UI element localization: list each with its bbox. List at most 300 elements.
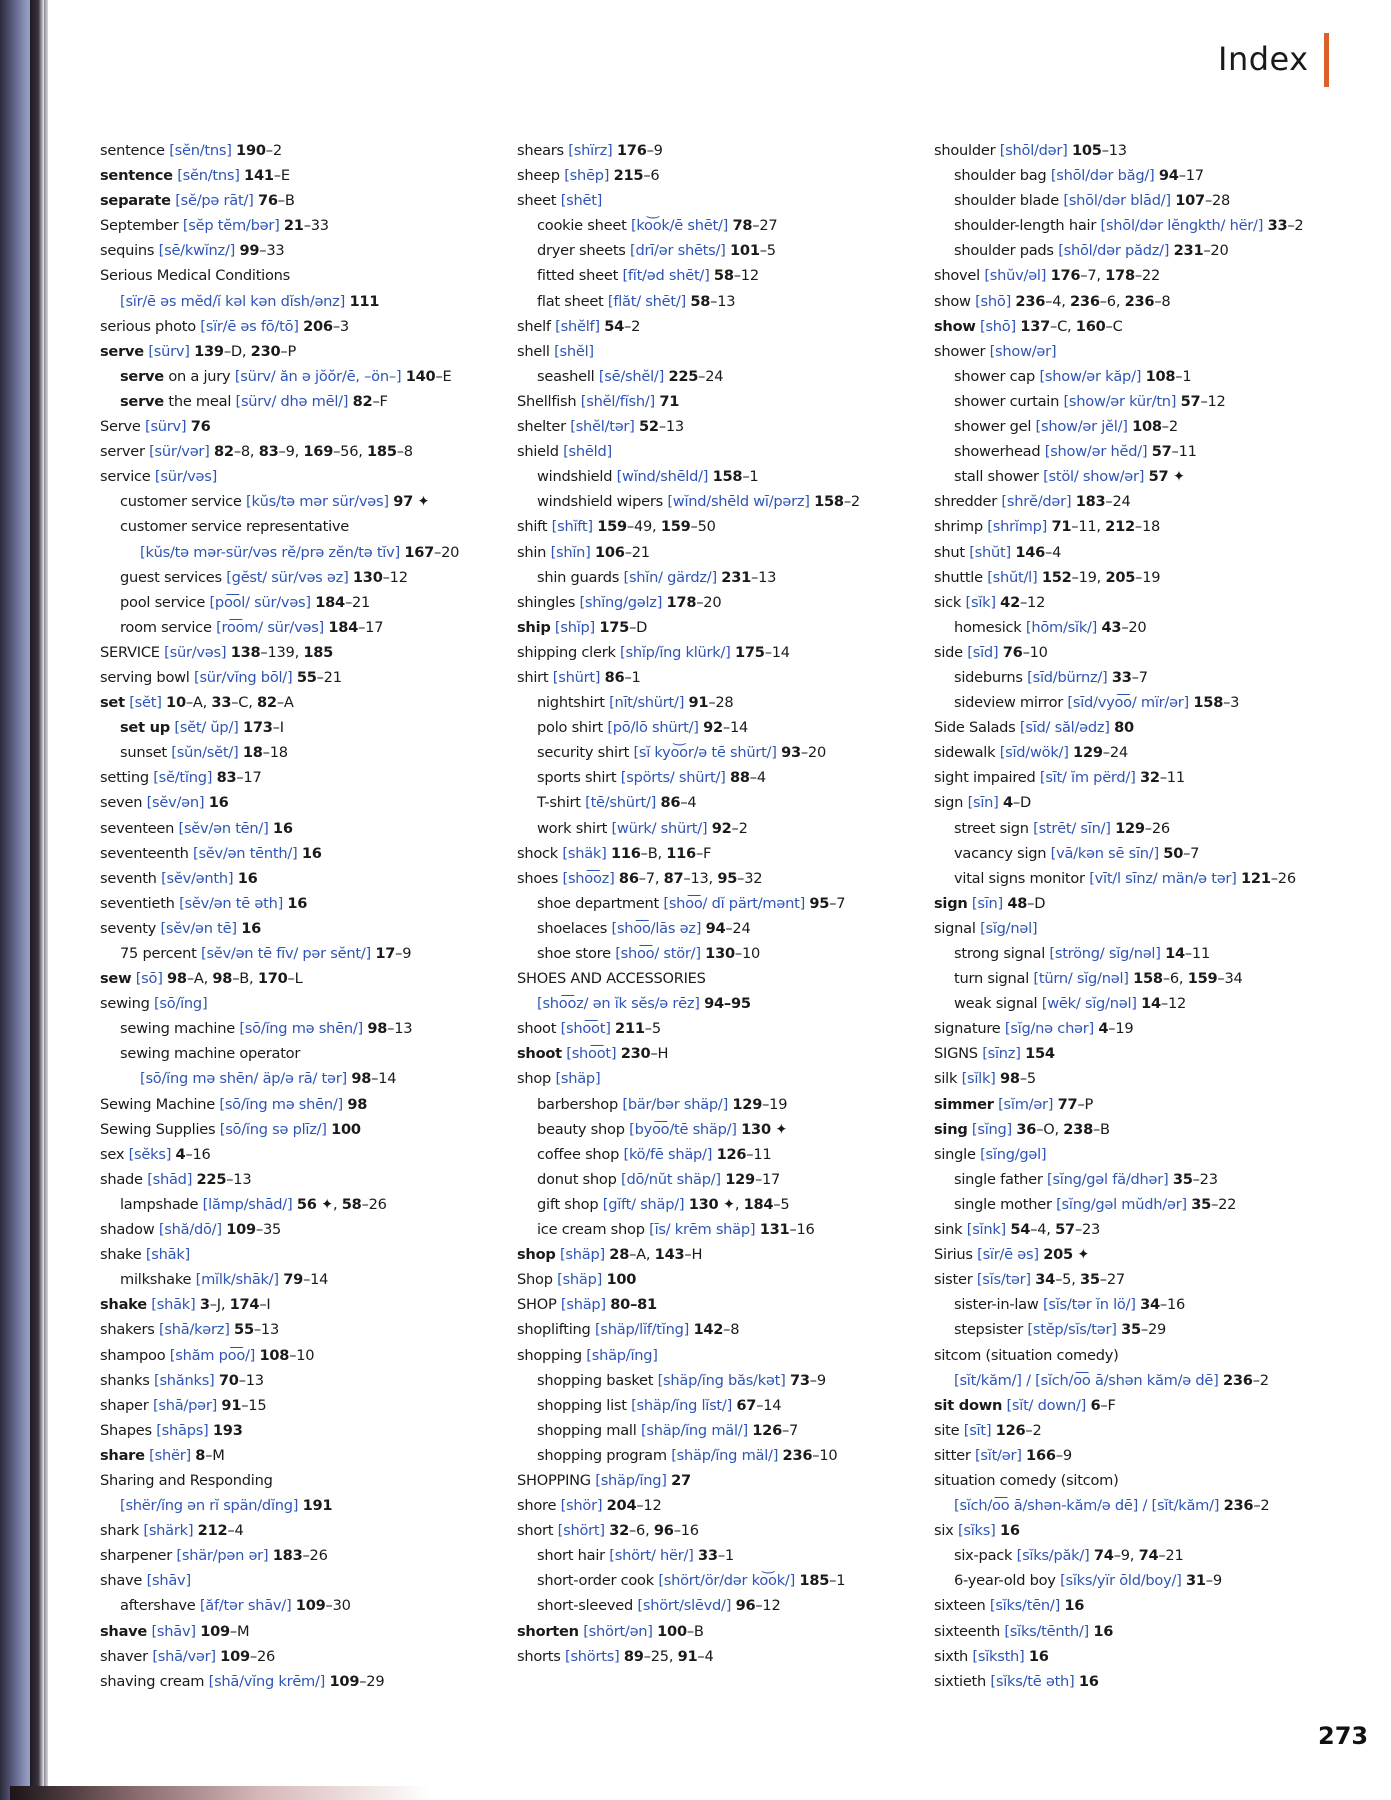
index-entry [100,489,510,514]
index-entry [517,1066,927,1091]
entry-headword: shopping basket [537,1371,654,1389]
entry-pronunciation: [sō/ĭng mə shēn/] [219,1095,343,1113]
entry-page-refs: 88–4 [729,769,766,787]
entry-headword: show [934,317,976,335]
entry-pronunciation: [shād] [147,1170,193,1188]
entry-page-refs: 70–13 [218,1371,264,1389]
entry-headword: serve the meal [120,392,232,410]
entry-pronunciation: [sō] [135,970,163,988]
entry-pronunciation: [sīnz] [982,1045,1021,1063]
index-entry [517,690,927,715]
entry-pronunciation: [sĭks] [957,1522,996,1540]
entry-page-refs: 99–33 [239,242,285,260]
entry-pronunciation: [mĭlk/shāk/] [195,1271,279,1289]
index-entry [100,916,510,941]
entry-headword: aftershave [120,1597,196,1615]
entry-headword: sewing machine [120,1020,235,1038]
index-entry [934,1066,1374,1091]
index-entry [934,339,1374,364]
entry-pronunciation: [shāk] [145,1246,190,1264]
index-entry [934,1443,1374,1468]
entry-headword: shingles [517,593,576,611]
entry-pronunciation: [shēp] [564,167,610,185]
entry-page-refs: 98–5 [1000,1070,1036,1088]
index-column-2 [517,138,927,1669]
index-entry [934,138,1374,163]
entry-pronunciation: [shäp] [555,1070,601,1088]
entry-page-refs: 158–1 [712,468,759,486]
entry-pronunciation: [bär/bər shäp/] [622,1095,729,1113]
entry-pronunciation: [sīd] [967,643,999,661]
index-entry [517,1217,927,1242]
entry-headword: pool service [120,593,206,611]
entry-headword: seashell [537,367,595,385]
index-entry [100,1117,510,1142]
entry-headword: shoot [517,1020,557,1038]
entry-page-refs: 4–D [1003,794,1031,812]
index-entry [517,816,927,841]
entry-page-refs: 86–1 [604,668,641,686]
entry-pronunciation: [shā/kərz] [158,1321,230,1339]
entry-headword: six [934,1522,954,1540]
entry-pronunciation: [shäp/ĭng mäl/] [640,1421,748,1439]
index-entry [934,1468,1374,1493]
entry-page-refs: 16 [272,819,293,837]
entry-page-refs: 121–26 [1241,869,1296,887]
index-entry [934,1593,1374,1618]
entry-headword: setting [100,769,149,787]
entry-page-refs: 92–14 [703,719,749,737]
index-entry [100,991,510,1016]
index-entry [100,740,510,765]
index-entry [100,263,510,288]
entry-pronunciation: [sho͞oz] [562,869,615,887]
entry-page-refs: 16 [1028,1647,1049,1665]
entry-headword: sixth [934,1647,969,1665]
entry-page-refs: 56 ✦, 58–26 [296,1195,387,1213]
entry-headword: shoulder blade [954,192,1059,210]
index-entry [517,565,927,590]
index-entry [517,1292,927,1317]
entry-page-refs: 27 [671,1471,691,1489]
entry-page-refs: 73–9 [789,1371,826,1389]
entry-page-refs: 94–95 [704,995,751,1013]
index-entry [517,1518,927,1543]
entry-page-refs: 176–9 [616,142,663,159]
entry-pronunciation: [kŭs/tə mər-sür/vəs rĕ/prə zĕn/tə tĭv] [140,543,400,561]
index-entry [517,1142,927,1167]
entry-page-refs: 80–81 [610,1296,657,1314]
index-entry [934,489,1374,514]
entry-page-refs: 55–13 [234,1321,279,1339]
entry-pronunciation: [sĕks] [128,1145,172,1163]
entry-page-refs: 175–14 [735,643,790,661]
index-entry [934,263,1374,288]
index-entry [517,263,927,288]
index-entry [934,1418,1374,1443]
index-column-1 [100,138,510,1694]
entry-headword: shin guards [537,568,620,586]
entry-page-refs: 183–24 [1075,493,1131,511]
entry-headword: short-order cook [537,1572,654,1590]
entry-headword: shears [517,142,564,159]
index-entry [934,740,1374,765]
entry-pronunciation: [sĕp tĕm/bər] [182,217,280,235]
entry-headword: six-pack [954,1547,1013,1565]
index-entry [100,1242,510,1267]
index-entry [517,163,927,188]
entry-page-refs: 184–21 [315,593,371,611]
entry-page-refs: 8–M [195,1446,225,1464]
entry-pronunciation: [shōl/dər pădz/] [1058,242,1170,260]
entry-page-refs: 3–J, 174–I [199,1296,271,1314]
entry-pronunciation: [shōl/dər] [999,142,1068,159]
entry-page-refs: 215–6 [613,167,660,185]
entry-headword: single mother [954,1195,1052,1213]
entry-headword: beauty shop [537,1120,625,1138]
entry-headword: coffee shop [537,1145,620,1163]
entry-page-refs: 91–15 [221,1396,267,1414]
entry-pronunciation: [sīt] [963,1421,992,1439]
entry-pronunciation: [shër] [149,1446,191,1464]
entry-headword: shoulder [934,142,996,159]
index-entry [517,1468,927,1493]
entry-page-refs: 146–4 [1015,543,1062,561]
index-entry [517,916,927,941]
entry-headword: shop [517,1070,552,1088]
index-entry [517,314,927,339]
entry-pronunciation: [shïrz] [568,142,613,159]
entry-page-refs: 16 [301,844,322,862]
index-entry [517,590,927,615]
entry-pronunciation: [shŭt] [969,543,1011,561]
entry-pronunciation: [hōm/sĭk/] [1025,618,1098,636]
entry-page-refs: 140–E [405,367,452,385]
entry-pronunciation: [shĕl/fĭsh/] [580,392,655,410]
entry-pronunciation: [shär/pən ər] [176,1547,269,1565]
entry-headword: shredder [934,493,998,511]
entry-page-refs: 80 [1114,719,1134,737]
entry-headword: serve [100,342,144,360]
entry-pronunciation: [fĭt/əd shēt/] [622,267,710,285]
entry-page-refs: 159–49, 159–50 [597,518,716,536]
entry-page-refs: 137–C, 160–C [1020,317,1123,335]
entry-headword: shower curtain [954,392,1060,410]
index-entry [517,1543,927,1568]
entry-page-refs: 33–2 [1267,217,1304,235]
entry-page-refs: 10–A, 33–C, 82–A [166,694,294,712]
entry-page-refs: 94–17 [1158,167,1204,185]
entry-headword: shopping [517,1346,582,1364]
entry-pronunciation: [pō/lō shürt/] [607,719,699,737]
index-entry [100,891,510,916]
entry-page-refs: 93–20 [781,744,826,762]
index-entry [934,1242,1374,1267]
entry-page-refs: 34–16 [1140,1296,1186,1314]
index-entry [100,1292,510,1317]
entry-page-refs: 111 [349,292,380,310]
entry-headword: shoulder-length hair [954,217,1097,235]
index-entry [517,1343,927,1368]
entry-page-refs: 108–10 [259,1346,315,1364]
entry-pronunciation: [sĭt/ down/] [1006,1396,1087,1414]
entry-headword: windshield wipers [537,493,663,511]
entry-pronunciation: [wĭnd/shēld wī/pərz] [667,493,810,511]
entry-pronunciation: [sŭn/sĕt/] [171,744,239,762]
entry-headword: street sign [954,819,1029,837]
index-entry [934,238,1374,263]
entry-page-refs: 54–4, 57–23 [1010,1221,1101,1239]
entry-headword: SHOES AND ACCESSORIES [517,970,706,988]
entry-page-refs: 178–20 [666,593,722,611]
entry-page-refs: 95–7 [809,894,846,912]
index-entry [100,1443,510,1468]
entry-headword: ice cream shop [537,1221,645,1239]
entry-headword: side [934,643,963,661]
entry-pronunciation: [sō/ĭng mə shēn/ äp/ə rā/ tər] [140,1070,347,1088]
entry-pronunciation: [show/ər kăp/] [1039,367,1142,385]
entry-pronunciation: [sür/vĭng bōl/] [194,668,293,686]
entry-pronunciation: [sĭk] [965,593,996,611]
entry-headword: serve on a jury [120,367,231,385]
entry-page-refs: 82–8, 83–9, 169–56, 185–8 [214,443,413,461]
entry-headword: sequins [100,242,155,260]
entry-page-refs: 139–D, 230–P [194,342,296,360]
entry-page-refs: 14–12 [1141,995,1187,1013]
index-entry [934,966,1374,991]
entry-page-refs: 109–30 [295,1597,351,1615]
entry-headword: sign [934,794,964,812]
entry-pronunciation: [sho͞o/ stör/] [615,945,701,962]
entry-pronunciation: [shäp/lĭf/tĭng] [594,1321,690,1339]
entry-pronunciation: [sĭch/o͞o ā/shən-kăm/ə dē] / [sĭt/kăm/] [954,1497,1220,1515]
entry-headword: gift shop [537,1195,599,1213]
index-entry [100,1518,510,1543]
index-column-3 [934,138,1374,1694]
entry-page-refs: 129–24 [1073,744,1128,762]
entry-page-refs: 18–18 [242,744,288,762]
entry-pronunciation: [sho͞ot] [566,1045,617,1063]
entry-pronunciation: [sïr/ē əs mĕd/ĭ kəl kən dĭsh/ənz] [120,292,346,310]
entry-pronunciation: [sē/kwĭnz/] [158,242,236,260]
entry-page-refs: 212–4 [197,1522,244,1540]
index-entry [100,163,510,188]
entry-headword: Shellfish [517,392,577,410]
entry-headword: shoulder pads [954,242,1054,260]
entry-page-refs: 108–1 [1145,367,1192,385]
entry-page-refs: 204–12 [606,1497,662,1515]
entry-headword: situation comedy (sitcom) [934,1471,1119,1489]
entry-headword: customer service [120,493,242,511]
entry-page-refs: 16 [208,794,229,812]
header-accent-bar [1324,33,1329,87]
entry-headword: vacancy sign [954,844,1047,862]
entry-pronunciation: [sĭng/gəl mŭdh/ər] [1056,1195,1187,1213]
entry-headword: shampoo [100,1346,166,1364]
entry-headword: seventeen [100,819,175,837]
entry-pronunciation: [sĭ kyo͝or/ə tē shürt/] [633,744,777,762]
index-entry [100,339,510,364]
index-entry [100,565,510,590]
entry-page-refs: 14–11 [1165,945,1210,962]
entry-pronunciation: [vīt/l sīnz/ män/ə tər] [1089,869,1237,887]
entry-page-refs: 48–D [1007,894,1046,912]
entry-headword: shopping list [537,1396,627,1414]
entry-page-refs: 77–P [1057,1095,1094,1113]
entry-headword: T-shirt [537,794,581,812]
entry-pronunciation: [nīt/shürt/] [609,694,685,712]
entry-headword: windshield [537,468,613,486]
index-entry [934,1568,1374,1593]
index-entry [517,238,927,263]
index-entry [100,1568,510,1593]
entry-pronunciation: [shäk] [562,844,607,862]
entry-page-refs: 211–5 [615,1020,661,1038]
index-entry [934,314,1374,339]
index-entry [517,213,927,238]
index-entry [100,966,510,991]
entry-pronunciation: [show/ər kür/tn] [1063,392,1177,410]
index-entry [934,866,1374,891]
entry-pronunciation: [shĕlf] [555,317,600,335]
index-entry [517,138,927,163]
entry-pronunciation: [dō/nŭt shäp/] [621,1170,721,1188]
entry-headword: sitcom (situation comedy) [934,1346,1119,1364]
entry-pronunciation: [show/ər] [989,342,1057,360]
index-entry [100,1267,510,1292]
entry-headword: simmer [934,1095,994,1113]
entry-page-refs: 54–2 [604,317,641,335]
index-entry [934,565,1374,590]
index-entry [517,966,927,991]
entry-headword: short [517,1522,554,1540]
entry-pronunciation: [sĭng/gəl] [980,1145,1047,1163]
index-entry [100,1468,510,1493]
index-entry [934,916,1374,941]
entry-headword: seventh [100,869,157,887]
entry-page-refs: 50–7 [1163,844,1200,862]
index-entry [934,841,1374,866]
entry-page-refs: 16 [1093,1622,1114,1640]
entry-page-refs: 176–7, 178–22 [1050,267,1160,285]
entry-headword: sunset [120,744,167,762]
index-entry [517,1242,927,1267]
entry-headword: sixteenth [934,1622,1000,1640]
entry-pronunciation: [lămp/shād/] [202,1195,293,1213]
index-entry [517,991,927,1016]
entry-pronunciation: [shäp/ĭng] [586,1346,658,1364]
index-entry [100,665,510,690]
entry-pronunciation: [show/ər hĕd/] [1044,443,1148,461]
index-entry [517,1644,927,1669]
entry-pronunciation: [po͞ol/ sür/vəs] [209,593,311,611]
index-entry [934,891,1374,916]
entry-pronunciation: [shāps] [156,1421,209,1439]
index-entry [100,514,510,539]
entry-page-refs: 86–4 [660,794,697,812]
entry-page-refs: 101–5 [730,242,776,260]
entry-pronunciation: [sür/vəs] [164,643,227,661]
index-entry [100,1593,510,1618]
entry-pronunciation: [ko͝ok/ē shēt/] [630,217,729,235]
index-entry [934,615,1374,640]
entry-headword: seventeenth [100,844,189,862]
entry-headword: site [934,1421,960,1439]
entry-headword: shower gel [954,418,1032,436]
entry-pronunciation: [shört/ hër/] [609,1547,694,1565]
entry-headword: sick [934,593,962,611]
entry-headword: short-sleeved [537,1597,634,1615]
entry-page-refs: 130 ✦, 184–5 [688,1195,790,1213]
index-entry [100,213,510,238]
index-entry [934,1167,1374,1192]
entry-page-refs: 58–13 [690,292,736,310]
entry-pronunciation: [shört/slēvd/] [637,1597,732,1615]
entry-headword: milkshake [120,1271,192,1289]
entry-page-refs: 96–12 [735,1597,781,1615]
entry-pronunciation: [show/ər jĕl/] [1035,418,1128,436]
entry-page-refs: 205 ✦ [1043,1246,1090,1264]
index-entry [100,1217,510,1242]
entry-headword: seventieth [100,894,175,912]
index-entry [517,1368,927,1393]
entry-headword: signal [934,919,976,937]
index-entry [100,364,510,389]
entry-pronunciation: [shă/dō/] [158,1221,222,1239]
entry-headword: single father [954,1170,1043,1188]
entry-page-refs: 126–7 [752,1421,799,1439]
index-entry [934,1343,1374,1368]
entry-page-refs: 100–B [657,1622,704,1640]
entry-pronunciation: [shĭft] [551,518,593,536]
entry-pronunciation: [sīd/wök/] [999,744,1069,762]
entry-page-refs: 129–19 [732,1095,788,1113]
entry-headword: serious photo [100,317,196,335]
entry-pronunciation: [sĭg/nəl] [980,919,1038,937]
entry-headword: showerhead [954,443,1041,461]
entry-page-refs: 236–4, 236–6, 236–8 [1015,292,1171,310]
entry-page-refs: 89–25, 91–4 [623,1647,714,1665]
entry-headword: September [100,217,179,235]
entry-page-refs: 98–13 [367,1020,413,1038]
entry-page-refs: 79–14 [283,1271,329,1289]
index-entry [517,540,927,565]
entry-pronunciation: [sīt/ ĭm përd/] [1039,769,1136,787]
entry-headword: shower [934,342,986,360]
entry-pronunciation: [sĕv/ən tē] [160,919,237,937]
entry-page-refs: 16 [1078,1672,1099,1690]
index-entry [517,640,927,665]
entry-headword: seventy [100,919,157,937]
entry-headword: shopping mall [537,1421,637,1439]
entry-page-refs: 231–20 [1173,242,1229,260]
index-entry [100,1393,510,1418]
index-entry [100,1066,510,1091]
entry-headword: SIGNS [934,1045,978,1063]
entry-headword: room service [120,618,212,636]
entry-pronunciation: [spörts/ shürt/] [620,769,726,787]
entry-headword: barbershop [537,1095,618,1113]
index-entry [517,941,927,966]
index-entry [517,1568,927,1593]
index-entry [517,891,927,916]
entry-headword: sentence [100,167,173,185]
index-entry [517,1317,927,1342]
entry-pronunciation: [sĭng/gəl fä/dhər] [1047,1170,1169,1188]
entry-pronunciation: [drī/ər shēts/] [630,242,726,260]
entry-headword: dryer sheets [537,242,626,260]
index-entry [100,1192,510,1217]
